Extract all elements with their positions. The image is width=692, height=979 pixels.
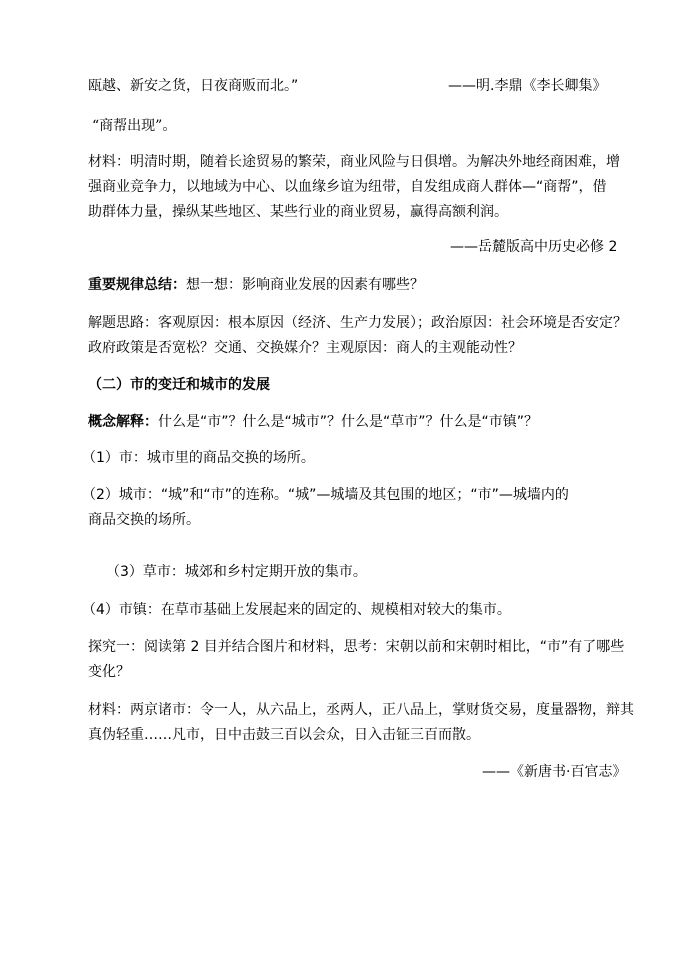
definition-market-town: （4）市镇：在草市基础上发展起来的固定的、规模相对较大的集市。 (82, 602, 511, 618)
quote-text: 瓯越、新安之货，日夜商贩而北。” (88, 78, 299, 94)
quote-source: ——明.李鼎《李长卿集》 (448, 78, 607, 94)
summary-question: 想一想：影响商业发展的因素有哪些？ (186, 277, 424, 293)
material-2-source: ——《新唐书·百官志》 (482, 764, 627, 780)
summary-label: 重要规律总结： (88, 277, 186, 293)
definition-city-line-1: （2）城市：“城”和“市”的连称。“城”—城墙及其包围的地区；“市”—城墙内的 (82, 487, 569, 503)
material-1-source: ——岳麓版高中历史必修 2 (450, 239, 618, 255)
material-1-line-3: 助群体力量，操纵某些地区、某些行业的商业贸易，赢得高额利润。 (88, 204, 508, 220)
summary-paragraph (88, 275, 424, 295)
concept-question: 什么是“市”？什么是“城市”？什么是“草市”？什么是“市镇”？ (158, 414, 539, 430)
material-2-line-2: 真伪轻重……凡市，日中击鼓三百以会众，日入击钲三百而散。 (88, 727, 480, 743)
definition-grass-market: （3）草市：城郊和乡村定期开放的集市。 (106, 564, 367, 580)
explore-line-1: 探究一：阅读第 2 目并结合图片和材料，思考：宋朝以前和宋朝时相比，“市”有了哪些 (88, 639, 625, 655)
definition-city-line-2: 商品交换的场所。 (88, 512, 200, 528)
solution-line-1: 解题思路：客观原因：根本原因（经济、生产力发展）；政治原因：社会环境是否安定？ (88, 315, 627, 331)
merchant-guild-heading: “商帮出现”。 (92, 118, 177, 134)
section-title: （二）市的变迁和城市的发展 (88, 377, 270, 393)
concept-paragraph (88, 412, 538, 432)
material-2-line-1: 材料：两京诸市：令一人，从六品上，丞两人，正八品上，掌财货交易，度量器物，辩其 (88, 702, 634, 718)
explore-line-2: 变化？ (88, 664, 130, 680)
concept-label: 概念解释： (88, 414, 158, 430)
definition-market: （1）市：城市里的商品交换的场所。 (82, 450, 315, 466)
solution-line-2: 政府政策是否宽松？交通、交换媒介？主观原因：商人的主观能动性？ (88, 340, 522, 356)
material-1-line-1: 材料：明清时期，随着长途贸易的繁荣，商业风险与日俱增。为解决外地经商困难，增 (88, 154, 620, 170)
material-1-line-2: 强商业竞争力，以地域为中心、以血缘乡谊为纽带，自发组成商人群体—“商帮”，借 (88, 179, 607, 195)
